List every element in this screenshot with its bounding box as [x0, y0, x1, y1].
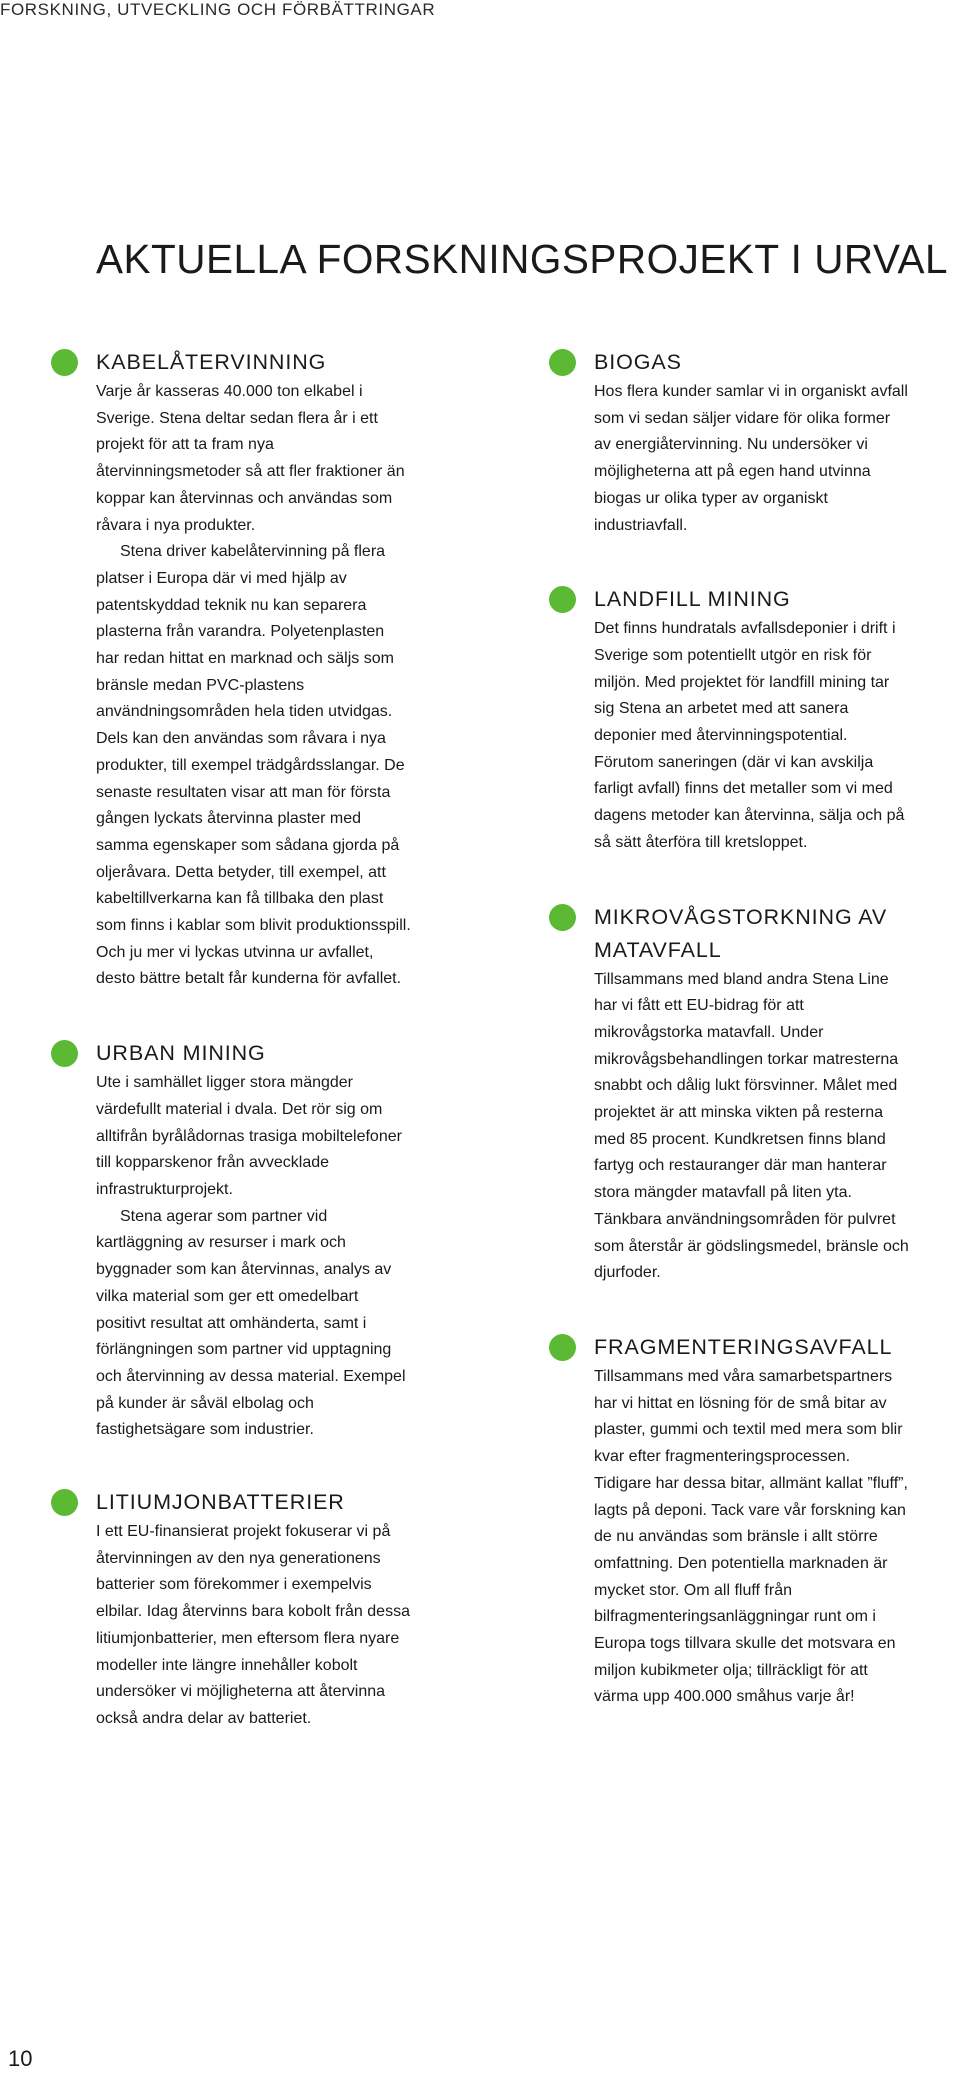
section-fragmenteringsavfall [549, 1331, 909, 1711]
section-paragraph: Stena driver kabelåtervinning på flera platser i Europa där vi med hjälp av patentskyddad teknik nu kan separera plasterna från varandra. Polyetenplasten har redan hittat en marknad och säljs som bränsle medan PVC-plastens användningsområden hela tiden utvidgas. Dels kan den användas som råvara i nya produkter, till exempel trädgårdsslangar. De senaste resultaten visar att man för första gången lyckats återvinna plaster med samma egenskaper som sådana gjorda på oljeråvara. Detta betyder, till exempel, att kabeltillverkarna kan få tillbaka den plast som finns i kablar som blivit produktionsspill. Och ju mer vi lyckas utvinna ur avfallet, desto bättre betalt får kunderna för avfallet. [96, 543, 411, 988]
green-bullet-icon [549, 349, 576, 376]
section-heading: BIOGAS [594, 350, 682, 374]
section-heading: FRAGMENTERINGSAVFALL [594, 1334, 893, 1359]
section-mikrovagstorkning [549, 901, 909, 1287]
section-paragraph: I ett EU-finansierat projekt fokuserar vi på återvinningen av den nya generationens batterier som förekommer i exempelvis elbilar. Idag återvinns bara kobolt från dessa litiumjonbatterier, men eftersom flera nyare modeller inte längre innehåller kobolt undersöker vi möjligheterna att återvinna också andra delar av batteriet. [96, 1523, 410, 1727]
section-paragraph: Ute i samhället ligger stora mängder värdefullt material i dvala. Det rör sig om alltifrån byrålådornas trasiga mobiltelefoner till kopparskenor från avvecklade infrastrukturprojekt. [96, 1074, 402, 1198]
section-heading: URBAN MINING [96, 1041, 266, 1066]
running-header: FORSKNING, UTVECKLING OCH FÖRBÄTTRINGAR [0, 0, 436, 19]
green-bullet-icon [51, 1040, 78, 1067]
green-bullet-icon [549, 1334, 576, 1361]
section-paragraph: Tillsammans med bland andra Stena Line har vi fått ett EU-bidrag för att mikrovågstorka matavfall. Under mikrovågsbehandlingen torkar matresterna snabbt och dålig lukt försvinner. Målet med projektet är att minska vikten på resterna med 85 procent. Kundkretsen finns bland fartyg och restauranger där man hanterar stora mängder matavfall på liten yta. Tänkbara användningsområden för pulvret som återstår är gödslingsmedel, bränsle och djurfoder. [594, 970, 909, 1282]
left-column [51, 346, 411, 1733]
green-bullet-icon [51, 349, 78, 376]
section-paragraph: Stena agerar som partner vid kartläggning av resurser i mark och byggnader som kan återvinnas, analys av vilka material som ger ett omedelbart positivt resultat att omhänderta, samt i förlängningen som partner vid upptagning och återvinning av dessa material. Exempel på kunder är såväl elbolag och fastighetsägare som industrier. [96, 1207, 406, 1439]
page-title: AKTUELLA FORSKNINGSPROJEKT I URVAL [96, 236, 948, 282]
section-heading: MIKROVÅGSTORKNING AV MATAVFALL [594, 904, 888, 962]
right-column [549, 346, 909, 1711]
green-bullet-icon [549, 586, 576, 613]
section-biogas [549, 346, 909, 539]
section-heading: KABELÅTERVINNING [96, 350, 327, 374]
section-urban-mining [51, 1037, 411, 1444]
green-bullet-icon [51, 1489, 78, 1516]
section-paragraph: Varje år kasseras 40.000 ton elkabel i Sverige. Stena deltar sedan flera år i ett projekt för att ta fram nya återvinningsmetoder så att fler fraktioner än koppar kan återvinnas och användas som råvara i nya produkter. [96, 383, 405, 534]
page-number: 10 [8, 2046, 33, 2071]
section-litiumjonbatterier [51, 1486, 411, 1733]
section-heading: LANDFILL MINING [594, 587, 791, 612]
green-bullet-icon [549, 904, 576, 931]
section-paragraph: Hos flera kunder samlar vi in organiskt avfall som vi sedan säljer vidare för olika former av energiåtervinning. Nu undersöker vi möjligheterna att på egen hand utvinna biogas ur olika typer av organiskt industriavfall. [594, 383, 908, 534]
section-kabelatervinning [51, 346, 411, 993]
section-heading: LITIUMJONBATTERIER [96, 1490, 345, 1515]
section-paragraph: Tillsammans med våra samarbetspartners har vi hittat en lösning för de små bitar av plaster, gummi och textil med mera som blir kvar efter fragmenteringsprocessen. Tidigare har dessa bitar, allmänt kallat ”fluff”, lagts på deponi. Tack vare vår forskning kan de nu användas som bränsle i allt större omfattning. Den potentiella marknaden är mycket stor. Om all fluff från bilfragmenteringsanläggningar runt om i Europa togs tillvara skulle det motsvara en miljon kubikmeter olja; tillräckligt för att värma upp 400.000 småhus varje år! [594, 1367, 908, 1706]
section-landfill-mining [549, 583, 909, 856]
section-paragraph: Det finns hundratals avfallsdeponier i drift i Sverige som potentiellt utgör en risk för miljön. Med projektet för landfill mining tar sig Stena an arbetet med att sanera deponier med återvinningspotential. Förutom saneringen (där vi kan avskilja farligt avfall) finns det metaller som vi med dagens metoder kan återvinna, sälja och på så sätt återföra till kretsloppet. [594, 620, 905, 851]
